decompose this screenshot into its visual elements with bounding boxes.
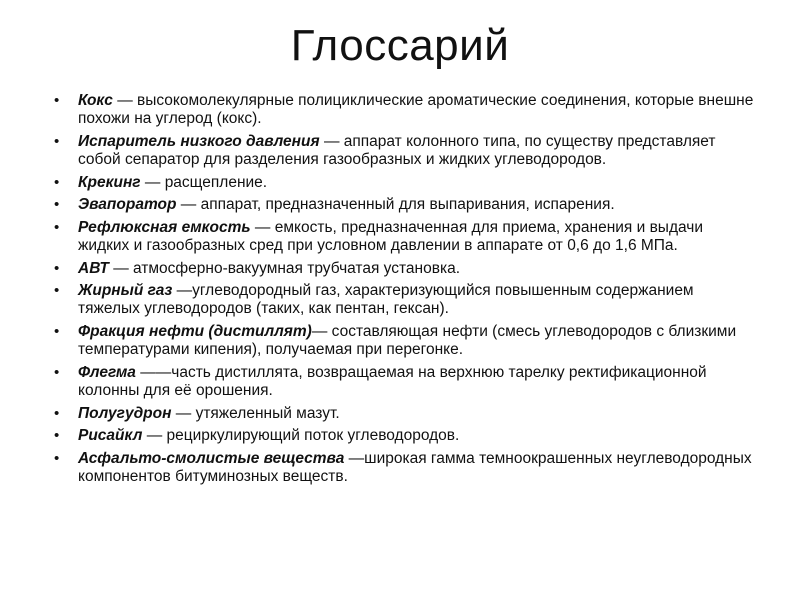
glossary-item-coke	[54, 92, 754, 128]
bullet-icon: •	[54, 132, 60, 150]
glossary-definition: — составляющая нефти (смесь углеводородов с близкими температурами кипения), получаемая при перегонке.	[78, 322, 737, 359]
bullet-icon: •	[54, 196, 60, 214]
glossary-definition: — аппарат колонного типа, по существу представляет собой сепаратор для разделения газообразных и жидких углеводородов.	[78, 132, 716, 168]
glossary-definition: — атмосферно-вакуумная трубчатая установка.	[108, 259, 461, 277]
glossary-item-cracking	[54, 174, 754, 192]
bullet-icon: •	[54, 404, 60, 422]
bullet-icon: •	[54, 427, 60, 445]
glossary-term: Асфальто-смолистые вещества	[78, 449, 345, 467]
glossary-item-evaporator	[54, 196, 754, 214]
glossary-definition: ——часть дистиллята, возвращаемая на верхнюю тарелку ректификационной колонны для её орошения.	[78, 363, 707, 399]
glossary-definition: — утяжеленный мазут.	[171, 404, 340, 422]
glossary-item-reflux-tank	[54, 219, 754, 255]
glossary-term: Испаритель низкого давления	[78, 132, 320, 150]
glossary-definition: — емкость, предназначенная для приема, хранения и выдачи жидких и газообразных сред при условном давлении в аппарате от 0,6 до 1,6 МПа.	[78, 218, 704, 254]
bullet-icon: •	[54, 363, 60, 381]
glossary-item-reflux	[54, 364, 754, 400]
glossary-term: Рефлюксная емкость	[78, 218, 251, 236]
bullet-icon: •	[54, 173, 60, 191]
glossary-term: Флегма	[78, 363, 136, 381]
glossary-term: Полугудрон	[78, 404, 172, 422]
glossary-item-avt	[54, 260, 754, 278]
glossary-definition: —широкая гамма темноокрашенных неуглеводородных компонентов битуминозных веществ.	[78, 449, 752, 485]
glossary-item-oil-fraction	[54, 323, 754, 359]
bullet-icon: •	[54, 92, 60, 109]
glossary-term: Фракция нефти (дистиллят)	[78, 322, 312, 340]
glossary-term: Рисайкл	[78, 427, 143, 445]
glossary-definition: — аппарат, предназначенный для выпаривания, испарения.	[176, 196, 615, 214]
bullet-icon: •	[54, 218, 60, 236]
glossary-definition: — расщепление.	[140, 173, 268, 191]
glossary-item-low-pressure-evaporator	[54, 133, 754, 169]
glossary-definition: —углеводородный газ, характеризующийся повышенным содержанием тяжелых углеводородов (таких, как пентан, гексан).	[78, 282, 694, 318]
glossary-item-recycle	[54, 427, 754, 445]
glossary-term: АВТ	[78, 259, 109, 277]
bullet-icon: •	[54, 259, 60, 277]
bullet-icon: •	[54, 322, 60, 340]
bullet-icon: •	[54, 449, 60, 467]
glossary-term: Кокс	[78, 92, 113, 109]
glossary-term: Эвапоратор	[78, 196, 177, 214]
glossary-term: Жирный газ	[78, 282, 173, 300]
glossary-definition: — рециркулирующий поток углеводородов.	[142, 427, 460, 445]
glossary-definition: — высокомолекулярные полициклические ароматические соединения, которые внешне похожи на углерод (кокс).	[78, 92, 754, 128]
glossary-item-semi-tar	[54, 405, 754, 423]
glossary-term: Крекинг	[78, 173, 141, 191]
bullet-icon: •	[54, 282, 60, 300]
glossary-item-asphalt-resin	[54, 450, 754, 486]
glossary-item-rich-gas	[54, 282, 754, 318]
glossary-list	[54, 92, 754, 491]
page-title: Глоссарий	[290, 21, 510, 70]
